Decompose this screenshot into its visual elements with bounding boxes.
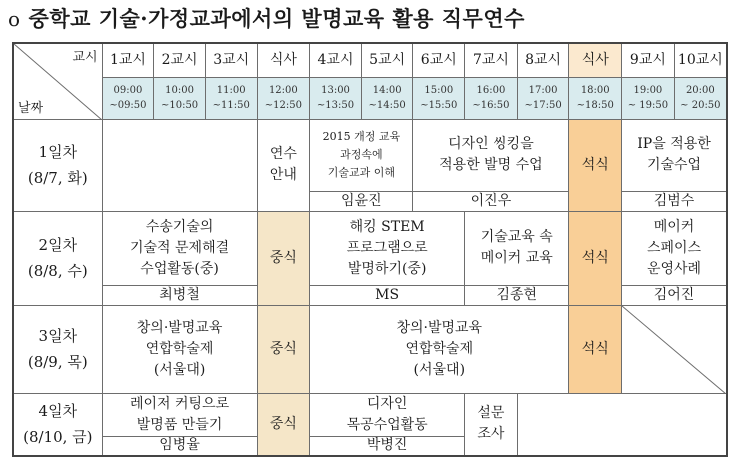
day1-instructor3: 김범수 <box>622 191 727 211</box>
day4-session2: 디자인 목공수업활동 <box>310 393 465 436</box>
time-9: 19:00 ~ 19:50 <box>622 77 675 119</box>
day2-session4: 메이커 스페이스 운영사례 <box>622 211 727 285</box>
day4-lunch: 중식 <box>257 393 310 456</box>
day1-label-cell: 1일차 (8/7, 화) <box>13 119 102 211</box>
day2-row <box>13 211 727 285</box>
time-7: 16:00 ~16:50 <box>465 77 518 119</box>
time-8: 17:00 ~17:50 <box>517 77 569 119</box>
time-6: 15:00 ~15:50 <box>413 77 465 119</box>
day2-session3: 기술교육 속 메이커 교육 <box>465 211 569 285</box>
time-4: 13:00 ~13:50 <box>310 77 362 119</box>
day1-session3: IP을 적용한 기술수업 <box>622 119 727 191</box>
period-4: 4교시 <box>310 43 362 77</box>
period-6: 6교시 <box>413 43 465 77</box>
day1-instructor2: 이진우 <box>413 191 569 211</box>
period-8: 8교시 <box>517 43 569 77</box>
day2-instructor4: 김어진 <box>622 285 727 305</box>
period-9: 9교시 <box>622 43 675 77</box>
time-5: 14:00 ~14:50 <box>361 77 413 119</box>
day1-empty-morning <box>102 119 257 211</box>
page-title <box>8 2 525 36</box>
schedule-table <box>12 42 728 457</box>
period-7: 7교시 <box>465 43 518 77</box>
day3-lunch: 중식 <box>257 305 310 393</box>
day2-label-cell: 2일차 (8/8, 수) <box>13 211 102 305</box>
period-10: 10교시 <box>674 43 727 77</box>
period-lunch: 식사 <box>257 43 310 77</box>
time-dinner: 18:00 ~18:50 <box>569 77 622 119</box>
day1-session1: 2015 개정 교육 과정속에 기술교과 이해 <box>310 119 413 191</box>
time-10: 20:00 ~ 20:50 <box>674 77 727 119</box>
time-3: 11:00 ~11:50 <box>205 77 257 119</box>
day3-empty-diagonal <box>622 306 726 394</box>
day2-session1: 수송기술의 기술적 문제해결 수업활동(중) <box>102 211 257 285</box>
day3-row <box>13 305 727 393</box>
day1-dinner: 석식 <box>569 119 622 211</box>
day1-row <box>13 119 727 191</box>
time-2: 10:00 ~10:50 <box>154 77 206 119</box>
day3-empty-evening <box>622 305 727 393</box>
day2-instructor2: MS <box>310 285 465 305</box>
day2-instructor1: 최병철 <box>102 285 257 305</box>
period-header-row <box>13 43 727 77</box>
day1-instructor1: 임윤진 <box>310 191 413 211</box>
time-header-row <box>13 77 727 119</box>
day3-session1: 창의·발명교육 연합학술제 (서울대) <box>102 305 257 393</box>
day3-label-cell: 3일차 (8/9, 목) <box>13 305 102 393</box>
day2-lunch: 중식 <box>257 211 310 305</box>
day2-session2: 해킹 STEM 프로그램으로 발명하기(중) <box>310 211 465 285</box>
title-text: 중학교 기술·가정교과에서의 발명교육 활용 직무연수 <box>28 6 525 31</box>
day1-session2: 디자인 씽킹을 적용한 발명 수업 <box>413 119 569 191</box>
time-1: 09:00 ~09:50 <box>102 77 154 119</box>
day4-instructor2: 박병진 <box>310 436 465 456</box>
day4-label-cell: 4일차 (8/10, 금) <box>13 393 102 456</box>
period-2: 2교시 <box>154 43 206 77</box>
day1-orientation: 연수 안내 <box>257 119 310 211</box>
day4-empty-afternoon <box>517 393 727 456</box>
date-corner-label: 날짜 <box>18 100 44 116</box>
time-lunch: 12:00 ~12:50 <box>257 77 310 119</box>
period-dinner: 식사 <box>569 43 622 77</box>
day3-session2: 창의·발명교육 연합학술제 (서울대) <box>310 305 569 393</box>
title-bullet: o <box>8 7 21 31</box>
day4-instructor1: 임병율 <box>102 436 257 456</box>
day3-dinner: 석식 <box>569 305 622 393</box>
period-5: 5교시 <box>361 43 413 77</box>
day2-dinner: 석식 <box>569 211 622 305</box>
period-corner-label: 교시 <box>72 50 98 65</box>
day4-row <box>13 393 727 436</box>
corner-header-cell <box>13 43 102 119</box>
day2-instructor3: 김종현 <box>465 285 569 305</box>
period-3: 3교시 <box>205 43 257 77</box>
period-1: 1교시 <box>102 43 154 77</box>
day4-survey: 설문 조사 <box>465 393 518 456</box>
day4-session1: 레이저 커팅으로 발명품 만들기 <box>102 393 257 436</box>
